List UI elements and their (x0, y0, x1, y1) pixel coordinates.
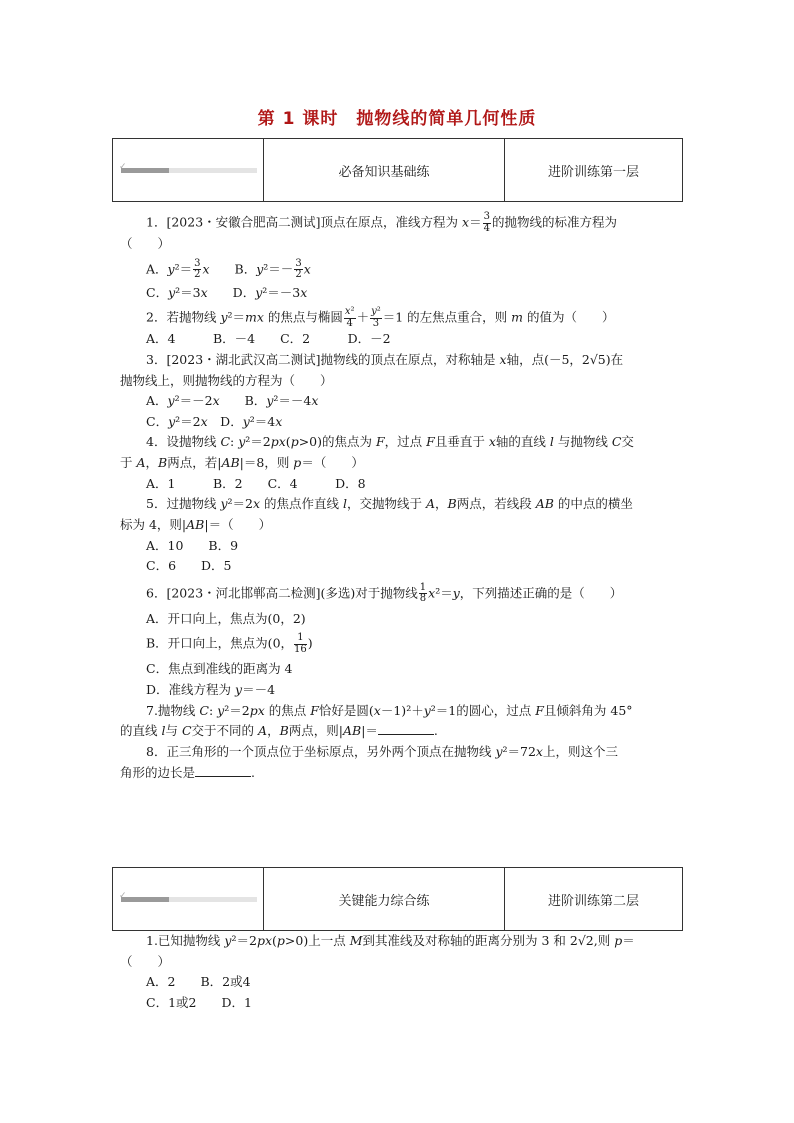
q6-option-a: A．开口向上，焦点为(0，2) (146, 610, 306, 626)
question-5: 5．过抛物线 y²＝2x 的焦点作直线 l，交抛物线于 A，B两点，若线段 AB 的中点的横坐 (146, 496, 633, 512)
progress-bar (119, 161, 257, 173)
q2-options: A．4 B．－4 C．2 D．－2 (146, 331, 391, 347)
question-2-1: 1.已知抛物线 y²＝2px(p>0)上一点 M到其准线及对称轴的距离分别为 3 和 2√2,则 p＝ (146, 933, 635, 948)
q2-1-options-ab: A．2 B．2或4 (146, 974, 251, 990)
check-icon: ✓ (119, 890, 127, 901)
q1-options-ab: A．y²＝ $\frac{3}{2}$ x B．y²＝－ $\frac{3}{2}$ x (146, 257, 311, 281)
q6-option-d: D．准线方程为 y＝－4 (146, 682, 276, 697)
progress-fill (121, 897, 169, 902)
section1-questions: 1．[2023・安徽合肥高二测试]顶点在原点，准线方程为 x＝ $\frac{3}{4}$ 的抛物线的标准方程为 （ ） A．y²＝ $\frac{3}{2}$ x B．y²＝－ $\frac{3}{2}$ x C．y²＝3x D．y²＝－3x 2．若抛物线 y²＝mx 的焦点与椭圆 $\frac{\text{x²}}{4}$ ＋ $\frac{\text{y²}}{3}$ ＝1 的左焦点重合，则 m 的值为（ ） A．4 B．－4 C．2 D．－2 3．[2023・湖北武汉高二测试]抛物线的顶点在原点，对称轴是 x轴，点(－5，2√5)在 抛物线上，则抛物线的方程为（ ） A．y²＝－2x B．y²＝－4x C．y²＝2x D．y²＝4x 4．设抛物线 C: y²＝2px(p>0)的焦点为 F，过点 F且垂直于 x轴的直线 l 与抛物线 C交 于 A，B两点，若|AB|＝8，则 p＝（ ） A．1 B．2 C．4 D．8 5．过抛物线 y²＝2x 的焦点作直线 l，交抛物线于 A，B两点，若线段 AB 的中点的横坐 标为 4，则|AB|＝（ ） A．10 B．9 C．6 D．5 6．[2023・河北邯郸高二检测](多选)对于抛物线 $\frac{1}{8}$ x²＝y，下列描述正确的是（ ） A．开口向上，焦点为(0，2) B．开口向上，焦点为(0， $\frac{1}{16}$ ) C．焦点到准线的距离为 4 D．准线方程为 y＝－4 7.抛物线 C: y²＝2px 的焦点 F恰好是圆(x－1)²＋y²＝1的圆心，过点 F且倾斜角为 45° 的直线 l与 C交于不同的 A，B两点，则|AB|＝ . 8．正三角形的一个顶点位于坐标原点，另外两个顶点在抛物线 y²＝72x上，则这个三 角形的边长是 . (120, 212, 676, 783)
page-title: 第 1 课时 抛物线的简单几何性质 (257, 109, 537, 129)
question-2: 2．若抛物线 y²＝mx 的焦点与椭圆 $\frac{\text{x²}}{4}$ ＋ $\frac{\text{y²}}{3}$ ＝1 的左焦点重合，则 m 的值为（ ） (146, 306, 615, 329)
question-7: 7.抛物线 C: y²＝2px 的焦点 F恰好是圆(x－1)²＋y²＝1的圆心，过点 F且倾斜角为 45° (146, 702, 633, 718)
progress-bar (119, 890, 257, 902)
progress-fill (121, 168, 169, 173)
question-3: 3．[2023・湖北武汉高二测试]抛物线的顶点在原点，对称轴是 x轴，点(－5，2√5)在 (146, 351, 624, 367)
section-level: 进阶训练第二层 (547, 893, 639, 909)
section-name: 必备知识基础练 (264, 139, 505, 201)
q4-options: A．1 B．2 C．4 D．8 (146, 475, 366, 491)
section-header-basic (112, 138, 683, 202)
q5-options-ab: A．10 B．9 (146, 537, 239, 553)
question-6: 6．[2023・河北邯郸高二检测](多选)对于抛物线 $\frac{1}{8}$ x²＝y，下列描述正确的是（ ） (146, 581, 623, 605)
section-name: 关键能力综合练 (264, 868, 505, 930)
q3-options-ab: A．y²＝－2x B．y²＝－4x (146, 393, 319, 409)
check-icon: ✓ (119, 161, 127, 172)
q5-options-cd: C．6 D．5 (146, 558, 232, 574)
question-4: 4．设抛物线 C: y²＝2px(p>0)的焦点为 F，过点 F且垂直于 x轴的直线 l 与抛物线 C交 (146, 434, 634, 450)
section-header-key (112, 867, 683, 931)
q3-options-cd: C．y²＝2x D．y²＝4x (146, 413, 283, 429)
section-level: 进阶训练第一层 (547, 164, 639, 180)
q6-option-b: B．开口向上，焦点为(0， $\frac{1}{16}$ ) (146, 632, 313, 655)
question-1: 1．[2023・安徽合肥高二测试]顶点在原点，准线方程为 x＝ $\frac{3}{4}$ 的抛物线的标准方程为 (146, 211, 617, 234)
question-8: 8．正三角形的一个顶点位于坐标原点，另外两个顶点在抛物线 y²＝72x上，则这个三 (146, 743, 618, 759)
q2-1-options-cd: C．1或2 D．1 (146, 994, 252, 1010)
q6-option-c: C．焦点到准线的距离为 4 (146, 661, 293, 677)
section2-questions: 1.已知抛物线 y²＝2px(p>0)上一点 M到其准线及对称轴的距离分别为 3 和 2√2,则 p＝ （ ） A．2 B．2或4 C．1或2 D．1 (120, 931, 676, 1014)
q1-options-cd: C．y²＝3x D．y²＝－3x (146, 284, 308, 300)
